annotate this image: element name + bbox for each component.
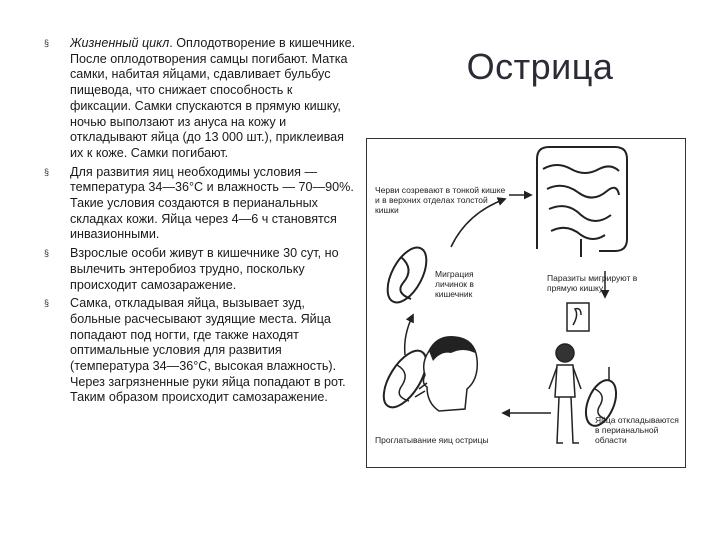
bullet-icon: § [44, 166, 50, 177]
bullet-item [44, 165, 356, 244]
slide-title: Острица [466, 46, 614, 87]
boy-head-icon [375, 337, 477, 414]
bullet-icon: § [44, 298, 50, 309]
intestine-icon [537, 147, 627, 257]
text-column [44, 36, 356, 409]
bullet-text: Самка, откладывая яйца, вызывает зуд, больные расчесывают зудящие места. Яйца попадают под ногти, где также находят оптимальные условия для развития (температура 34—36°С, высокая влажность). Через загрязненные руки яйца попадают в рот. Таким образом происходит самозаражение. [70, 296, 346, 405]
life-cycle-diagram [366, 138, 686, 468]
bullet-icon: § [44, 38, 50, 48]
label-swallow-eggs: Проглатывание яиц острицы [375, 435, 489, 445]
bullet-text: Для развития яиц необходимы условия — температура 34—36°С и влажность — 70—90%. Такие условия создаются в перианальных складках кожи. Яйца через 4—6 ч становятся инвазионными. [70, 164, 354, 242]
bullet-lead: Жизненный цикл [70, 36, 170, 50]
label-parasites-migrate: Паразиты мигрируют в прямую кишку [547, 273, 638, 293]
child-figure-icon [549, 344, 581, 443]
rectal-inset-icon [567, 303, 589, 331]
bullet-item [44, 246, 356, 293]
label-larva-migration: Миграция личинок в кишечник [435, 269, 474, 299]
bullet-list [44, 36, 356, 406]
bullet-item [44, 296, 356, 406]
label-eggs-laid: Яйца откладываются в перианальной области [595, 415, 679, 445]
bullet-text: . Оплодотворение в кишечнике. После оплодотворения самцы погибают. Матка самки, набитая яйцами, сдавливает бульбус пищевода, что снижает способность к фиксации. Самки спускаются в прямую кишку, ночью выползают из ануса на кожу и откладывают яйца (до 13 000 шт.), приклеивая их к коже. Самки погибают. [70, 36, 356, 160]
bullet-item [44, 36, 356, 162]
label-worms-mature: Черви созревают в тонкой кишке и в верхних отделах толстой кишки [375, 185, 506, 215]
bullet-icon: § [44, 248, 50, 259]
egg-larva-icon [380, 241, 435, 308]
bullet-text: Взрослые особи живут в кишечнике 30 сут, но вылечить энтеробиоз трудно, поскольку происходит самозаражение. [70, 246, 339, 292]
